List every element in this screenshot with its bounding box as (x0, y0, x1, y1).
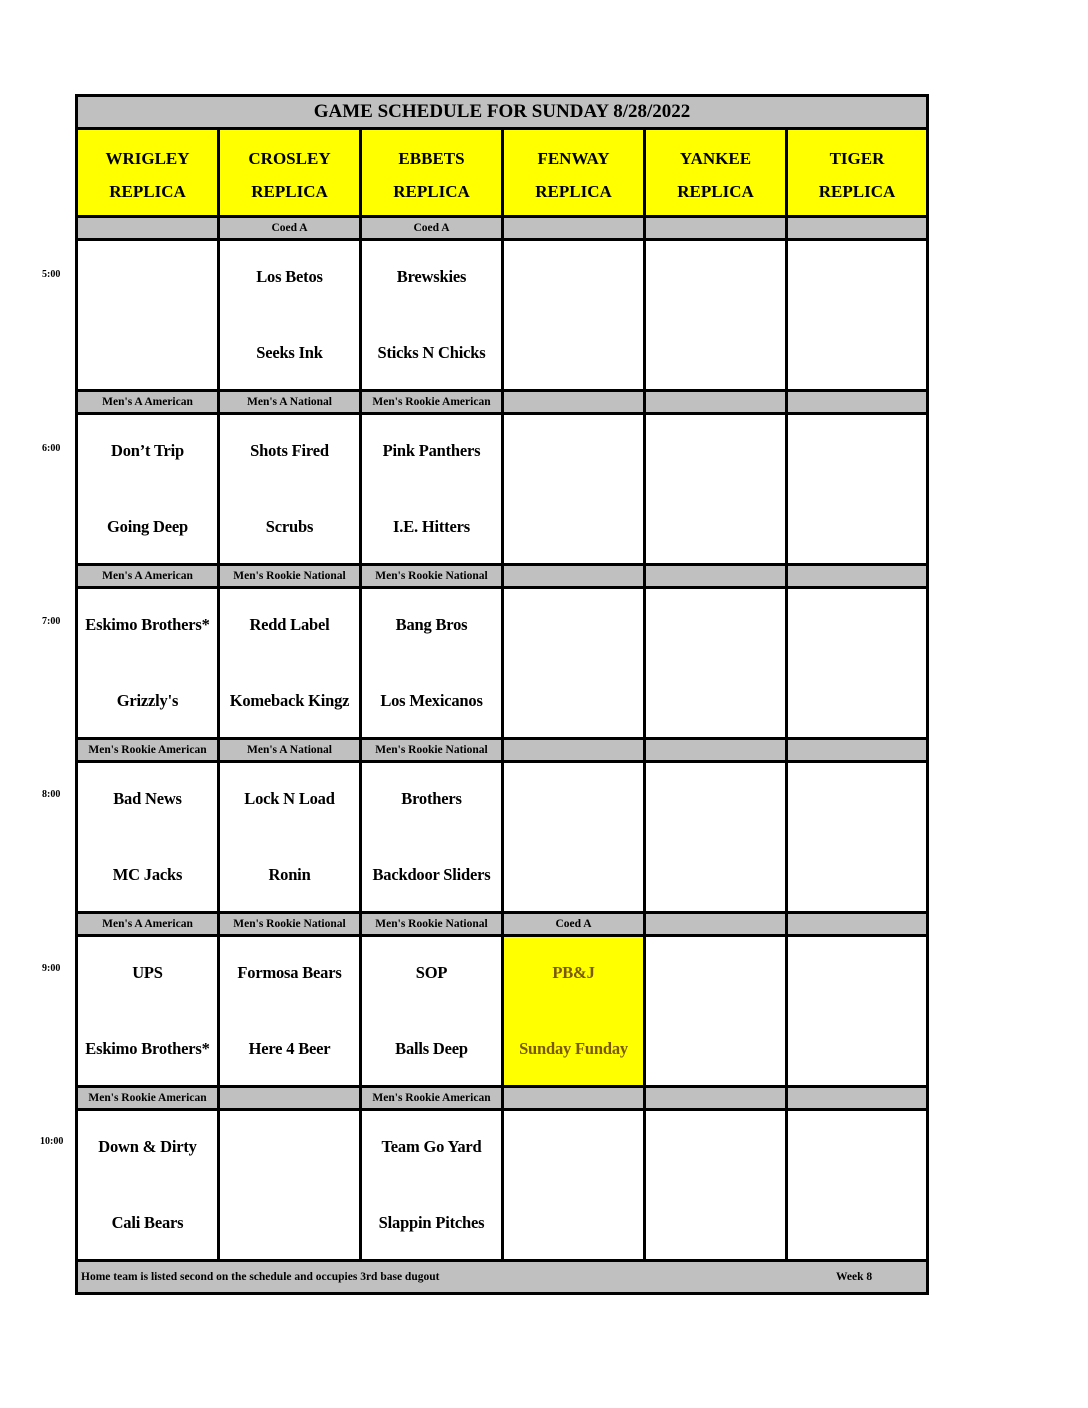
away-team: Los Betos (256, 267, 323, 286)
time-label: 7:00 (42, 616, 61, 627)
game-cell (788, 589, 926, 740)
away-team: Formosa Bears (237, 963, 342, 982)
game-cell (78, 241, 220, 392)
home-team: Komeback Kingz (229, 691, 350, 710)
division-row (78, 218, 926, 241)
division-label (788, 218, 926, 241)
division-label: Men's Rookie American (78, 1088, 220, 1111)
game-cell (646, 589, 788, 740)
game-cell (646, 937, 788, 1088)
game-cell (78, 937, 220, 1088)
field-type: REPLICA (535, 182, 612, 201)
time-label: 5:00 (42, 269, 61, 280)
game-cell (362, 1111, 504, 1262)
division-label (646, 566, 788, 589)
away-team: Pink Panthers (382, 441, 481, 460)
division-label (220, 1088, 362, 1111)
game-cell (220, 589, 362, 740)
away-team: Don’t Trip (110, 441, 185, 460)
division-row (78, 566, 926, 589)
home-team: Sunday Funday (519, 1039, 628, 1058)
away-team: SOP (415, 963, 448, 982)
away-team: Brewskies (396, 267, 467, 286)
division-label: Men's Rookie National (362, 740, 504, 763)
game-row (78, 589, 926, 740)
home-team: Grizzly's (116, 691, 179, 710)
division-label (646, 218, 788, 241)
time-label: 6:00 (42, 443, 61, 454)
division-label: Men's Rookie National (220, 566, 362, 589)
division-label (788, 914, 926, 937)
game-cell (788, 241, 926, 392)
game-cell (78, 763, 220, 914)
footer-note: Home team is listed second on the schedule and occupies 3rd base dugout (81, 1271, 440, 1283)
division-label: Men's A American (78, 914, 220, 937)
division-label (788, 1088, 926, 1111)
game-cell (78, 415, 220, 566)
division-label (78, 218, 220, 241)
game-cell (504, 241, 646, 392)
field-name: YANKEE (679, 149, 752, 168)
field-type: REPLICA (109, 182, 186, 201)
home-team: MC Jacks (112, 865, 183, 884)
game-row (78, 415, 926, 566)
home-team: Cali Bears (111, 1213, 184, 1232)
field-type: REPLICA (818, 182, 896, 201)
division-label (504, 218, 646, 241)
division-label: Men's A American (78, 566, 220, 589)
away-team: Lock N Load (244, 789, 335, 808)
field-header-fenway (504, 130, 646, 218)
division-label: Men's Rookie American (362, 1088, 504, 1111)
division-row (78, 740, 926, 763)
game-cell (220, 1111, 362, 1262)
division-label (788, 392, 926, 415)
game-row (78, 763, 926, 914)
division-label (788, 740, 926, 763)
field-type: REPLICA (393, 182, 470, 201)
game-cell (362, 589, 504, 740)
game-cell (504, 763, 646, 914)
time-label: 10:00 (40, 1136, 64, 1147)
game-cell (220, 415, 362, 566)
home-team: Scrubs (265, 517, 314, 536)
division-label: Coed A (504, 914, 646, 937)
game-cell (220, 241, 362, 392)
away-team: PB&J (552, 963, 595, 982)
home-team: I.E. Hitters (393, 517, 470, 536)
home-team: Backdoor Sliders (372, 865, 491, 884)
away-team: Bad News (113, 789, 182, 808)
division-label: Men's A American (78, 392, 220, 415)
away-team: Bang Bros (395, 615, 468, 634)
division-label: Men's Rookie National (220, 914, 362, 937)
game-cell (646, 1111, 788, 1262)
field-header-ebbets (362, 130, 504, 218)
division-label: Coed A (220, 218, 362, 241)
field-name: EBBETS (398, 149, 465, 168)
division-label (788, 566, 926, 589)
home-team: Eskimo Brothers* (85, 1039, 210, 1058)
division-label: Men's Rookie American (362, 392, 504, 415)
game-row (78, 1111, 926, 1262)
game-cell (78, 589, 220, 740)
division-label: Men's Rookie National (362, 566, 504, 589)
field-type: REPLICA (677, 182, 754, 201)
field-header-yankee (646, 130, 788, 218)
game-cell (646, 763, 788, 914)
game-cell (788, 415, 926, 566)
game-cell (646, 415, 788, 566)
game-cell (504, 415, 646, 566)
game-cell (788, 763, 926, 914)
away-team: Brothers (401, 789, 462, 808)
game-cell (504, 1111, 646, 1262)
division-label (504, 566, 646, 589)
division-row (78, 914, 926, 937)
time-slots (78, 218, 926, 1262)
home-team: Slappin Pitches (378, 1213, 485, 1232)
home-team: Seeks Ink (256, 343, 323, 362)
division-label: Coed A (362, 218, 504, 241)
game-row (78, 937, 926, 1088)
division-label (504, 392, 646, 415)
division-label (646, 1088, 788, 1111)
schedule-title: GAME SCHEDULE FOR SUNDAY 8/28/2022 (78, 97, 926, 130)
game-cell (362, 415, 504, 566)
schedule-table (75, 94, 929, 1295)
game-row (78, 241, 926, 392)
time-label: 8:00 (42, 789, 61, 800)
game-cell (220, 763, 362, 914)
division-row (78, 392, 926, 415)
game-cell (362, 241, 504, 392)
division-label: Men's A National (220, 392, 362, 415)
field-name: TIGER (829, 149, 885, 168)
game-cell (362, 937, 504, 1088)
home-team: Going Deep (107, 517, 188, 536)
division-label (504, 740, 646, 763)
away-team: Redd Label (249, 615, 330, 634)
division-label (504, 1088, 646, 1111)
division-label: Men's A National (220, 740, 362, 763)
week-label: Week 8 (836, 1271, 873, 1283)
division-label: Men's Rookie American (78, 740, 220, 763)
home-team: Ronin (268, 865, 311, 884)
field-header-tiger (788, 130, 926, 218)
away-team: Eskimo Brothers* (85, 615, 210, 634)
field-name: CROSLEY (248, 149, 331, 168)
home-team: Here 4 Beer (248, 1039, 331, 1058)
home-team: Balls Deep (395, 1039, 468, 1058)
game-cell (220, 937, 362, 1088)
away-team: UPS (132, 963, 163, 982)
game-cell (362, 763, 504, 914)
game-cell (788, 937, 926, 1088)
away-team: Down & Dirty (98, 1137, 197, 1156)
division-row (78, 1088, 926, 1111)
home-team: Los Mexicanos (380, 691, 483, 710)
game-cell (646, 241, 788, 392)
away-team: Shots Fired (250, 441, 329, 460)
game-cell (788, 1111, 926, 1262)
game-cell (78, 1111, 220, 1262)
division-label: Men's Rookie National (362, 914, 504, 937)
field-name: WRIGLEY (105, 149, 190, 168)
division-label (646, 392, 788, 415)
home-team: Sticks N Chicks (377, 343, 486, 362)
field-header-crosley (220, 130, 362, 218)
game-cell (504, 589, 646, 740)
division-label (646, 914, 788, 937)
schedule-footer (78, 1262, 926, 1292)
away-team: Team Go Yard (381, 1137, 482, 1156)
field-type: REPLICA (251, 182, 328, 201)
field-header-row (78, 130, 926, 218)
field-name: FENWAY (537, 149, 610, 168)
field-header-wrigley (78, 130, 220, 218)
division-label (646, 740, 788, 763)
game-cell (504, 937, 646, 1088)
time-label: 9:00 (42, 963, 61, 974)
